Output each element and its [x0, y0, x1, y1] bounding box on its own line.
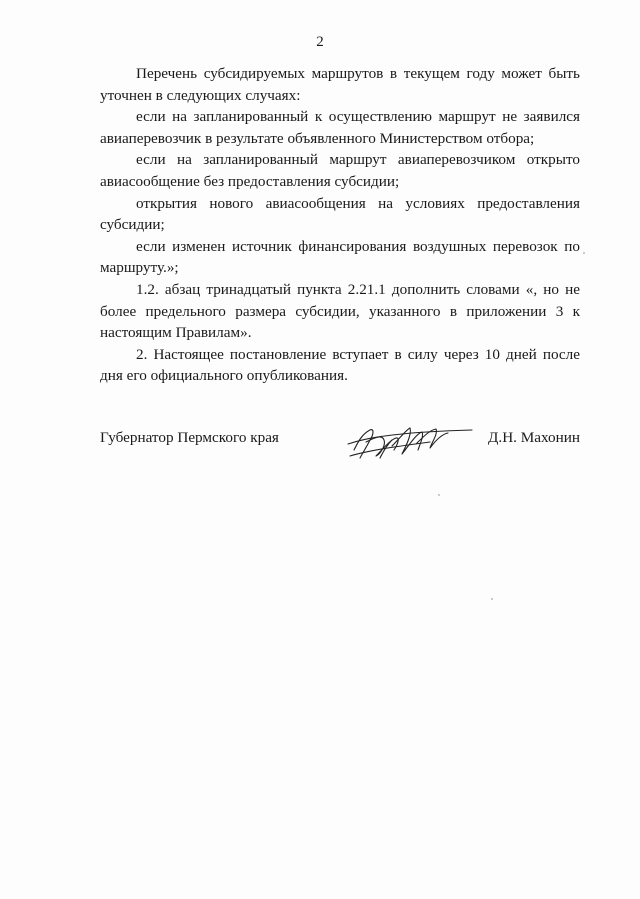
document-body	[100, 63, 580, 387]
scan-speck	[491, 598, 493, 600]
scan-speck	[438, 494, 440, 496]
paragraph: если изменен источник финансирования воздушных перевозок по маршруту.»;	[100, 237, 580, 277]
page-number: 2	[316, 34, 324, 50]
signatory-position: Губернатор Пермского края	[100, 429, 279, 446]
handwritten-signature	[340, 420, 480, 468]
paragraph: 1.2. абзац тринадцатый пункта 2.21.1 дополнить словами «, но не более предельного размера субсидии, указанного в приложении 3 к настоящим Правилам».	[100, 280, 580, 342]
signature-block	[100, 420, 580, 480]
paragraph: если на запланированный к осуществлению маршрут не заявился авиаперевозчик в результате объявленного Министерством отбора;	[100, 108, 580, 147]
paragraph: 2. Настоящее постановление вступает в силу через 10 дней после дня его официального опубликования.	[100, 345, 580, 385]
scan-speck	[583, 252, 585, 254]
paragraph: Перечень субсидируемых маршрутов в текущем году может быть уточнен в следующих случаях:	[100, 65, 580, 104]
signatory-name: Д.Н. Махонин	[488, 429, 580, 446]
paragraph: если на запланированный маршрут авиаперевозчиком открыто авиасообщение без предоставления субсидии;	[100, 151, 580, 190]
paragraph: открытия нового авиасообщения на условиях предоставления субсидии;	[100, 194, 580, 234]
